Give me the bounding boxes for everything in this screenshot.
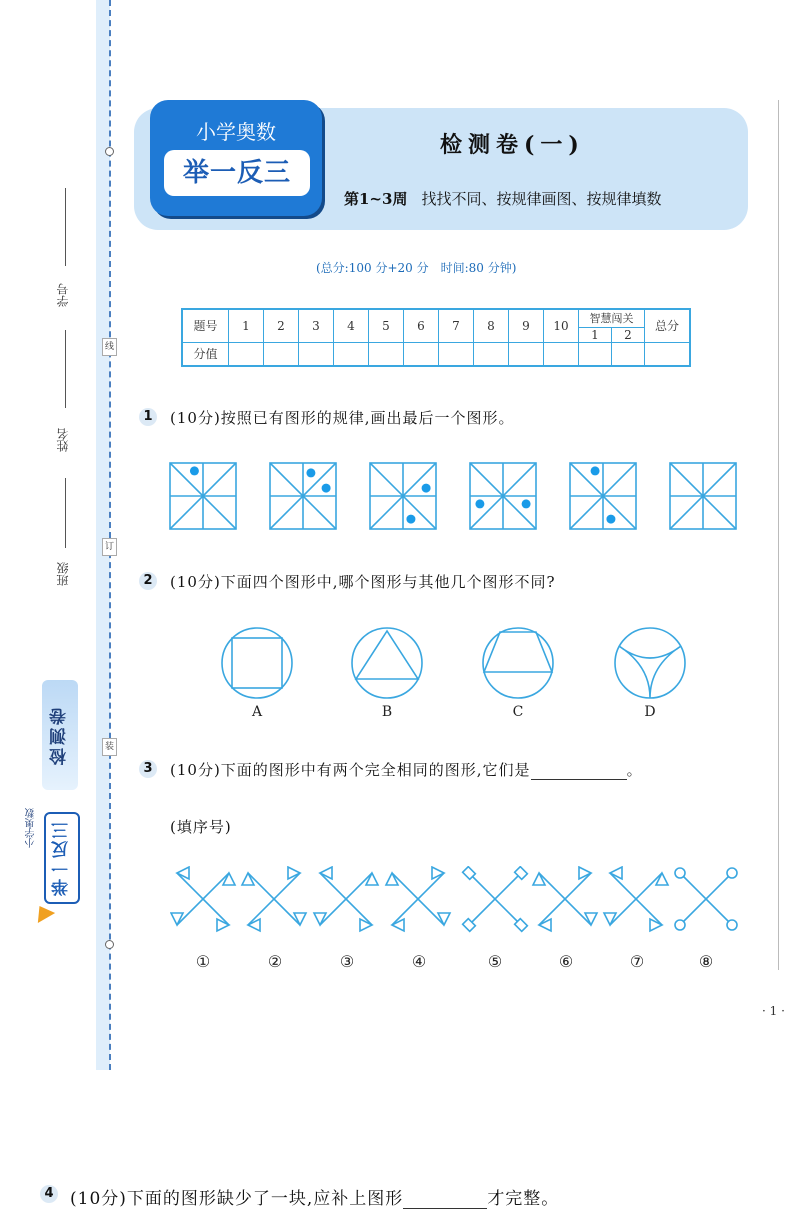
score-table-number: 2 — [264, 309, 299, 342]
option-label: A — [251, 704, 263, 720]
binding-tag-order: 订 — [102, 538, 117, 556]
score-cell[interactable] — [439, 342, 474, 366]
figure-number: ⑥ — [558, 952, 574, 971]
q3-end-circle — [675, 868, 685, 878]
side-brand-title: 检测卷 — [42, 680, 78, 790]
class-rule — [65, 478, 66, 548]
class-label: 班级 — [56, 562, 70, 586]
option-c-circle — [483, 628, 553, 698]
question-text-line — [170, 759, 643, 780]
question-number: 2 — [139, 572, 157, 590]
page-subtitle — [344, 188, 661, 209]
q1-dot — [475, 499, 484, 508]
side-brand-small: 小学奥数 — [26, 808, 37, 848]
q3-end-triangle — [242, 873, 254, 885]
option-b-circle — [352, 628, 422, 698]
q3-end-triangle — [386, 873, 398, 885]
q3-end-triangle — [171, 913, 183, 925]
score-cell[interactable] — [612, 342, 645, 366]
logo-top-text: 小学奥数 — [196, 120, 276, 144]
score-cell[interactable] — [334, 342, 369, 366]
figure-number: ② — [267, 952, 283, 971]
score-info: (总分:100 分+20 分 时间:80 分钟) — [316, 261, 517, 275]
question-tail: 才完整。 — [487, 1189, 560, 1209]
q3-end-triangle — [294, 913, 306, 925]
q3-end-circle — [727, 920, 737, 930]
q3-end-circle — [675, 920, 685, 930]
q1-pattern-figures — [160, 455, 750, 535]
figure-number: ① — [195, 952, 211, 971]
score-table-number: 8 — [474, 309, 509, 342]
binding-tag-line: 线 — [102, 338, 117, 356]
figure-number: ⑧ — [698, 952, 714, 971]
score-table — [181, 308, 691, 367]
option-label: B — [381, 704, 393, 720]
score-table-number: 6 — [404, 309, 439, 342]
q3-end-triangle — [432, 867, 444, 879]
topics: 找找不同、按规律画图、按规律填数 — [421, 190, 662, 208]
q3-end-circle — [727, 868, 737, 878]
option-b-triangle — [356, 631, 418, 679]
binding-strip — [96, 0, 110, 1070]
score-table-number: 4 — [334, 309, 369, 342]
q3-end-triangle — [314, 913, 326, 925]
q3-end-triangle — [223, 873, 235, 885]
score-table-header-label: 题号 — [182, 309, 229, 342]
q3-end-triangle — [539, 919, 551, 931]
score-table-number: 10 — [544, 309, 579, 342]
question-number: 4 — [40, 1185, 58, 1203]
score-table-bonus-number: 2 — [612, 327, 645, 342]
question-text: (10分)按照已有图形的规律,画出最后一个图形。 — [170, 409, 515, 427]
q1-dot — [522, 499, 531, 508]
name-label: 姓名 — [56, 428, 70, 452]
name-rule — [65, 330, 66, 408]
q3-end-triangle — [288, 867, 300, 879]
q1-dot — [306, 468, 315, 477]
q1-dot — [591, 466, 600, 475]
week-range: 第1~3周 — [344, 190, 408, 208]
question-text: (10分)下面的图形缺少了一块,应补上图形 — [70, 1189, 404, 1209]
binding-hole — [105, 940, 114, 949]
q3-end-triangle — [585, 913, 597, 925]
score-table-bonus-label: 智慧闯关 — [579, 309, 645, 327]
q1-dot — [406, 515, 415, 524]
answer-blank[interactable] — [531, 765, 627, 780]
q3-end-triangle — [533, 873, 545, 885]
question-text: (10分)下面四个图形中,哪个图形与其他几个图形不同? — [170, 573, 556, 591]
q3-end-triangle — [438, 913, 450, 925]
figure-number: ④ — [411, 952, 427, 971]
q3-end-triangle — [579, 867, 591, 879]
page-edge-rule — [778, 100, 779, 970]
student-no-rule — [65, 188, 66, 266]
score-cell[interactable] — [264, 342, 299, 366]
score-table-number: 3 — [299, 309, 334, 342]
figure-number: ⑤ — [487, 952, 503, 971]
q3-end-triangle — [392, 919, 404, 931]
score-table-total-label: 总分 — [645, 309, 691, 342]
binding-tag-bind: 装 — [102, 738, 117, 756]
score-cell[interactable] — [645, 342, 691, 366]
question-number: 1 — [139, 408, 157, 426]
score-cell[interactable] — [579, 342, 612, 366]
binding-cut-line — [109, 0, 111, 1070]
option-a-square — [232, 638, 282, 688]
score-cell[interactable] — [299, 342, 334, 366]
q3-end-triangle — [217, 919, 229, 931]
score-table-bonus-number: 1 — [579, 327, 612, 342]
figure-number: ⑦ — [629, 952, 645, 971]
q3-end-triangle — [360, 919, 372, 931]
q1-dot — [606, 515, 615, 524]
score-cell[interactable] — [544, 342, 579, 366]
q3-end-triangle — [656, 873, 668, 885]
q3-end-triangle — [604, 913, 616, 925]
score-cell[interactable] — [229, 342, 264, 366]
score-cell[interactable] — [509, 342, 544, 366]
q3-end-triangle — [366, 873, 378, 885]
binding-hole — [105, 147, 114, 156]
score-cell[interactable] — [404, 342, 439, 366]
q3-end-triangle — [248, 919, 260, 931]
option-d-circle — [615, 628, 685, 698]
question-number: 3 — [139, 760, 157, 778]
question-text-line — [70, 1184, 559, 1209]
q3-cross-figures — [170, 866, 740, 936]
arrow-icon — [31, 901, 55, 923]
score-table-value-label: 分值 — [182, 342, 229, 366]
answer-blank[interactable] — [403, 1194, 487, 1209]
score-table-number: 9 — [509, 309, 544, 342]
option-label: C — [512, 704, 524, 720]
q3-end-triangle — [650, 919, 662, 931]
page-number: · 1 · — [762, 1004, 785, 1018]
score-cell[interactable] — [369, 342, 404, 366]
option-label: D — [644, 704, 656, 720]
score-cell[interactable] — [474, 342, 509, 366]
figure-number: ③ — [339, 952, 355, 971]
question-text: (10分)下面的图形中有两个完全相同的图形,它们是 — [170, 761, 531, 779]
question-hint: (填序号) — [170, 818, 232, 836]
page-title: 检测卷(一) — [440, 132, 585, 158]
q2-shape-options — [210, 622, 710, 706]
score-table-number: 5 — [369, 309, 404, 342]
q3-end-triangle — [177, 867, 189, 879]
q3-end-triangle — [610, 867, 622, 879]
q3-end-triangle — [320, 867, 332, 879]
side-brand-logo: 举一反三 — [44, 812, 80, 904]
q1-dot — [190, 466, 199, 475]
q1-dot — [422, 484, 431, 493]
logo-bottom-text: 举一反三 — [164, 150, 310, 196]
question-tail: 。 — [626, 761, 643, 779]
score-table-number: 7 — [439, 309, 474, 342]
q1-dot — [322, 484, 331, 493]
student-no-label: 学号 — [56, 283, 70, 307]
score-table-number: 1 — [229, 309, 264, 342]
